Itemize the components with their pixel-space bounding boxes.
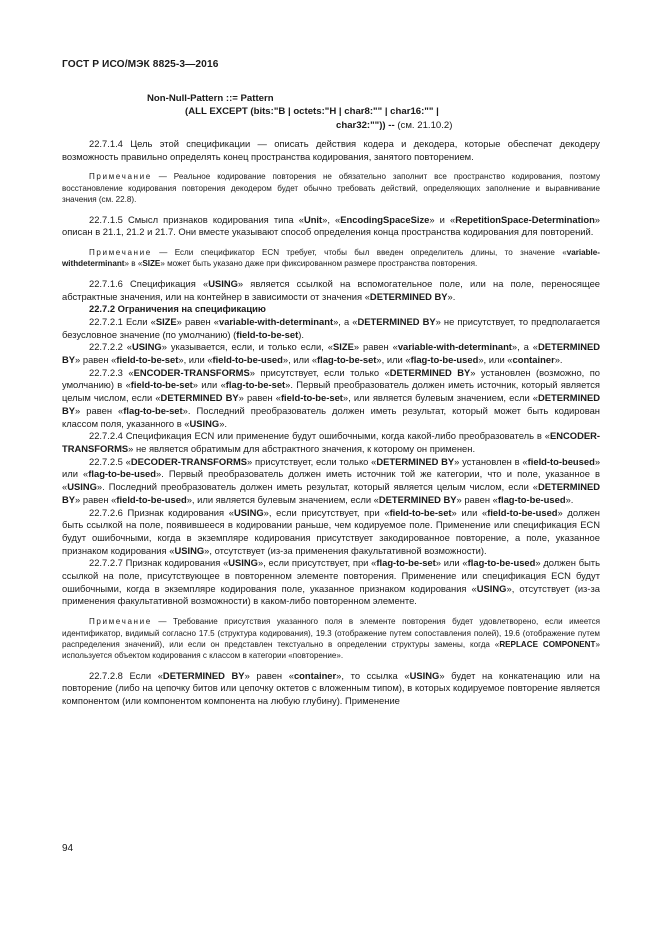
note-label: Примечание [89, 617, 152, 627]
page-number: 94 [62, 843, 74, 854]
paragraph-22-7-2-6: 22.7.2.6 Признак кодирования «USING», если присутствует, при «field-to-be-set» или «field-to-be-used» должен быть ссылкой на поле, появившееся в кодировании раньше, чем кодируемое поле. Применение или спецификация ECN будут ошибочными, когда в экземпляре кодирования присутствует закодированное повторение, а поле, указанное признаком кодирования «USING», отсутствует (из-за применения факультативной возможности). [62, 506, 600, 556]
note-label: Примечание [89, 172, 152, 182]
paragraph-22-7-2-1: 22.7.2.1 Если «SIZE» равен «variable-with-determinant», а «DETERMINED BY» не присутствует, то предполагается безусловное значение (по умолчанию) (field-to-be-set). [62, 315, 601, 340]
running-header: ГОСТ Р ИСО/МЭК 8825-3—2016 [62, 59, 219, 70]
note-2: Примечание — Если спецификатор ECN требует, чтобы был введен определитель длины, то значение «variable-withdeterminant» в «SIZE» может быть указано даже при фиксированном размере пространства повторения. [62, 248, 600, 269]
note-3: Примечание — Требование присутствия указанного поля в элементе повторения будет удовлетворено, если имеется идентификатор, видимый согласно 17.5 (структура кодирования), 19.3 (отображение путем сопоставления полей), 19.6 (отображение путем распределения значений), или если он представлен текстуально в определении структуры замены, когда «REPLACE COMPONENT» используется объектом кодирования с классом в категории «повторение». [62, 617, 600, 661]
paragraph-22-7-2-4: 22.7.2.4 Спецификация ECN или применение будут ошибочными, когда какой-либо преобразователь в «ENCODER-TRANSFORMS» не является обратимым для абстрактного значения, к которому он применен. [62, 430, 600, 454]
paragraph-22-7-1-5: 22.7.1.5 Смысл признаков кодирования типа «Unit», «EncodingSpaceSize» и «RepetitionSpace-Determination» описан в 21.1, 21.2 и 21.7. Они вместе указывают способ определения конца пространства кодирования для повторений. [62, 213, 601, 238]
formula-line-3: char32:"")) -- (см. 21.10.2) [336, 120, 453, 131]
formula-line-2: (ALL EXCEPT (bits:"B | octets:"H | char8:"" | char16:"" | [185, 106, 439, 117]
note-1: Примечание — Реальное кодирование повторения не обязательно заполнит все пространство кодирования, поэтому восстановление кодирования повторения декодером будет обычно требовать действий, определяющих заполнение и выравнивание значения (см. 22.8). [62, 172, 600, 205]
paragraph-22-7-2-2: 22.7.2.2 «USING» указывается, если, и только если, «SIZE» равен «variable-with-determinant», а «DETERMINED BY» равен «field-to-be-set», или «field-to-be-used», или «flag-to-be-set», или «flag-to-be-used», или «container». [62, 341, 600, 366]
paragraph-22-7-2-3: 22.7.2.3 «ENCODER-TRANSFORMS» присутствует, если только «DETERMINED BY» установлен (возможно, по умолчанию) в «field-to-be-set» или «flag-to-be-set». Первый преобразователь должен иметь источник, который является целым числом, если «DETERMINED BY» равен «field-to-be-set», или является булевым значением, если «DETERMINED BY» равен «flag-to-be-set». Последний преобразователь должен иметь результат, который может быть кодирован классом поля, указанного в «USING». [62, 366, 601, 429]
paragraph-22-7-1-4: 22.7.1.4 Цель этой спецификации — описать действия кодера и декодера, которые обеспечат декодеру возможность правильно определять конец пространства кодирования, занятого повторением. [62, 138, 600, 162]
paragraph-22-7-2-5: 22.7.2.5 «DECODER-TRANSFORMS» присутствует, если только «DETERMINED BY» установлен в «field-to-beused» или «flag-to-be-used». Первый преобразователь должен иметь источник той же категории, что и поле, указанное в «USING». Последний преобразователь должен иметь результат, который является целым числом, если «DETERMINED BY» равен «field-to-be-used», или является булевым значением, если «DETERMINED BY» равен «flag-to-be-used». [62, 455, 601, 505]
formula-line-1: Non-Null-Pattern ::= Pattern [147, 93, 274, 104]
formula-reference: (см. 21.10.2) [397, 120, 453, 131]
section-heading-22-7-2: 22.7.2 Ограничения на спецификацию [89, 303, 266, 315]
paragraph-22-7-2-8: 22.7.2.8 Если «DETERMINED BY» равен «container», то ссылка «USING» будет на конкатенацию или на повторение (либо на цепочку битов или цепочку октетов с вложенным типом), в которых кодируемое повторение является компонентом (или компонентом компонента на любую глубину). Применение [62, 669, 600, 707]
paragraph-22-7-2-7: 22.7.2.7 Признак кодирования «USING», если присутствует, при «flag-to-be-set» или «flag-to-be-used» должен быть ссылкой на поле, присутствующее в повторенном элементе повторения. Применение или спецификация ECN будут ошибочными, когда в экземпляре кодирования поле, указанное признаком кодирования «USING», отсутствует (из-за применения факультативной возможности) в каком-либо повторенном элементе. [62, 557, 600, 607]
paragraph-22-7-1-6: 22.7.1.6 Спецификация «USING» является ссылкой на вспомогательное поле, или на поле, переносящее абстрактные значения, или на контейнер в зависимости от значения «DETERMINED BY». [62, 277, 600, 302]
note-label: Примечание [89, 248, 152, 258]
document-body [62, 130, 600, 708]
